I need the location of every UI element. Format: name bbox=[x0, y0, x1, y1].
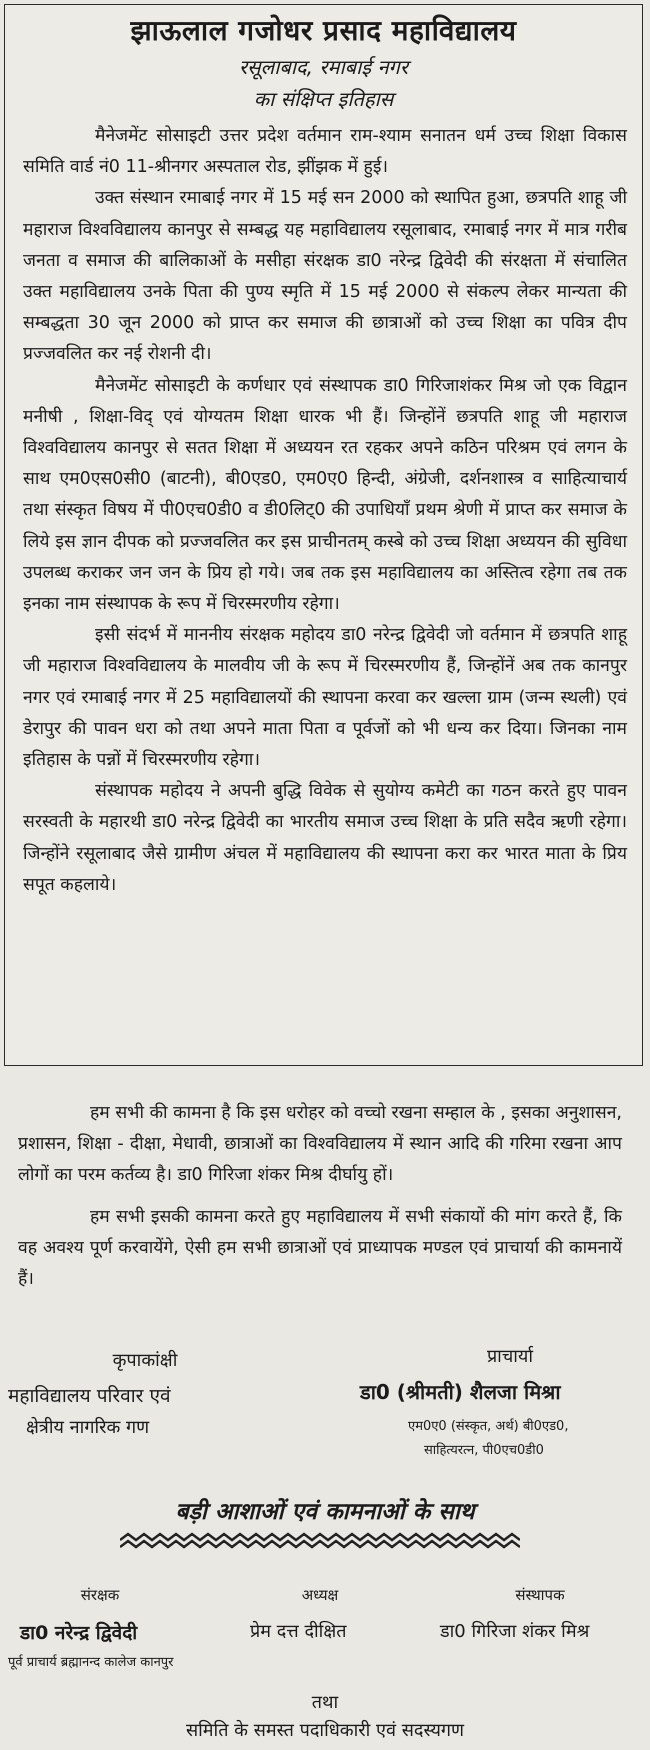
principal-qualifications: साहित्यरत्न, पी0एच0डी0 bbox=[424, 1443, 544, 1458]
wishes-banner: बड़ी आशाओं एवं कामनाओं के साथ bbox=[175, 1499, 475, 1525]
wishes-text bbox=[18, 1098, 622, 1305]
well-wisher-line2: क्षेत्रीय नागरिक गण bbox=[26, 1417, 150, 1438]
patron-name: डा0 नरेन्द्र द्विवेदी bbox=[20, 1622, 138, 1644]
principal-label: प्राचार्या bbox=[486, 1346, 534, 1367]
college-title: झाऊलाल गजोधर प्रसाद महाविद्यालय bbox=[130, 14, 517, 47]
history-paragraph: उक्त संस्थान रमाबाई नगर में 15 मई सन 2000 को स्थापित हुआ, छत्रपति शाहू जी महाराज विश्वविद्यालय कानपुर से सम्बद्ध यह महाविद्यालय रसूलाबाद, रमाबाई नगर में मात्र गरीब जनता व समाज की बालिकाओं के मसीहा संरक्षक डा0 नरेन्द्र द्विवेदी की संरक्षता में संचालित उक्त महाविद्यालय उनके पिता की पुण्य स्मृति में 15 मई 2000 से संकल्प लेकर मान्यता की सम्बद्धता 30 जून 2000 को प्राप्त कर समाज की छात्राओं को उच्च शिक्षा का पवित्र दीप प्रज्जवलित कर नई रोशनी दी। bbox=[23, 188, 627, 365]
history-text bbox=[23, 121, 627, 901]
principal-qualifications: एम0ए0 (संस्कृत, अर्थ) बी0एड0, bbox=[408, 1419, 569, 1434]
footer-conjunction: तथा bbox=[311, 1692, 339, 1713]
decorative-border bbox=[120, 1530, 520, 1550]
patron-role: संरक्षक bbox=[80, 1586, 120, 1604]
founder-name: डा0 गिरिजा शंकर मिश्र bbox=[440, 1621, 590, 1642]
wish-paragraph: हम सभी इसकी कामना करते हुए महाविद्यालय में सभी संकायों की मांग करते हैं, कि वह अवश्य पूर्ण करवायेंगे, ऐसी हम सभी छात्राओं एवं प्राध्यापक मण्डल एवं प्राचार्या की कामनायें हैं। bbox=[18, 1206, 622, 1290]
founder-role: संस्थापक bbox=[515, 1586, 565, 1604]
patron-note: पूर्व प्राचार्य ब्रह्मानन्द कालेज कानपुर bbox=[8, 1655, 174, 1670]
well-wisher-label: कृपाकांक्षी bbox=[112, 1350, 178, 1371]
well-wisher-line1: महाविद्यालय परिवार एवं bbox=[8, 1385, 171, 1407]
footer-line: समिति के समस्त पदाधिकारी एवं सदस्यगण bbox=[185, 1720, 465, 1741]
history-paragraph: मैनेजमेंट सोसाइटी उत्तर प्रदेश वर्तमान राम-श्याम सनातन धर्म उच्च शिक्षा विकास समिति वार्ड नं0 11-श्रीनगर अस्पताल रोड, झींझक में हुई। bbox=[23, 126, 627, 178]
principal-name: डा0 (श्रीमती) शैलजा मिश्रा bbox=[360, 1380, 561, 1404]
college-location: रसूलाबाद, रमाबाई नगर bbox=[238, 55, 408, 79]
history-heading: का संक्षिप्त इतिहास bbox=[253, 87, 394, 111]
history-paragraph: मैनेजमेंट सोसाइटी के कर्णधार एवं संस्थापक डा0 गिरिजाशंकर मिश्र जो एक विद्वान मनीषी , शिक्षा-विद् एवं योग्यतम शिक्षा धारक भी हैं। जिन्होंनें छत्रपति शाहू जी महाराज विश्वविद्यालय कानपुर से सतत शिक्षा में अध्ययन रत रहकर अपने कठिन परिश्रम एवं लगन के साथ एम0एस0सी0 (बाटनी), बी0एड0, एम0ए0 हिन्दी, अंग्रेजी, दर्शनशास्त्र व साहित्याचार्य तथा संस्कृत विषय में पी0एच0डी0 व डी0लिट्0 की उपाधियाँ प्रथम श्रेणी में प्राप्त कर समाज के लिये इस ज्ञान दीपक को प्रज्जवलित कर इस प्राचीनतम् कस्बे को उच्च शिक्षा अध्ययन की सुविधा उपलब्ध कराकर जन जन के प्रिय हो गये। जब तक इस महाविद्यालय का अस्तित्व रहेगा तब तक इनका नाम संस्थापक के रूप में चिरस्मरणीय रहेगा। bbox=[23, 375, 627, 615]
wish-paragraph: हम सभी की कामना है कि इस धरोहर को वच्चो रखना सम्हाल के , इसका अनुशासन, प्रशासन, शिक्षा - दीक्षा, मेधावी, छात्राओं का विश्वविद्यालय में स्थान आदि की गरिमा रखना आप लोगों का परम कर्तव्य है। डा0 गिरिजा शंकर मिश्र दीर्घायु हों। bbox=[18, 1103, 622, 1186]
history-paragraph: इसी संदर्भ में माननीय संरक्षक महोदय डा0 नरेन्द्र द्विवेदी जो वर्तमान में छत्रपति शाहू जी महाराज विश्वविद्यालय के मालवीय जी के रूप में चिरस्मरणीय हैं, जिन्होंनें अब तक कानपुर नगर एवं रमाबाई नगर में 25 महाविद्यालयों की स्थापना करवा कर खल्ला ग्राम (जन्म स्थली) एवं डेरापुर की पावन धरा को तथा अपने माता पिता व पूर्वजों को भी धन्य कर दिया। जिनका नाम इतिहास के पन्नों में चिरस्मरणीय रहेगा। bbox=[23, 625, 627, 771]
president-role: अध्यक्ष bbox=[301, 1586, 339, 1604]
history-paragraph: संस्थापक महोदय ने अपनी बुद्धि विवेक से सुयोग्य कमेटी का गठन करते हुए पावन सरस्वती के महारथी डा0 नरेन्द्र द्विवेदी का भारतीय समाज उच्च शिक्षा के प्रति सदैव ऋणी रहेगा। जिन्होंने रसूलाबाद जैसे ग्रामीण अंचल में महाविद्यालय की स्थापना करा कर भारत माता के प्रिय सपूत कहलाये। bbox=[23, 781, 627, 895]
president-name: प्रेम दत्त दीक्षित bbox=[250, 1621, 347, 1642]
history-box bbox=[4, 4, 643, 1066]
